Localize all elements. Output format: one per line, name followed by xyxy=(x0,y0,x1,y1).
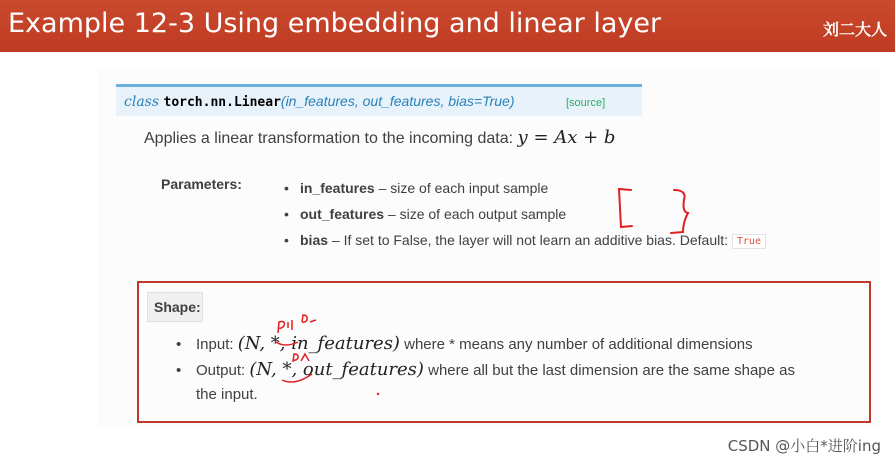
input-math: (N, *, in_features) xyxy=(237,333,400,354)
shape-output-wrap: the input. xyxy=(196,386,258,403)
parameters-label: Parameters: xyxy=(161,176,242,192)
default-true-code: True xyxy=(732,234,766,249)
param-name: bias xyxy=(300,232,329,248)
slide-title: Example 12-3 Using embedding and linear layer xyxy=(8,8,662,39)
class-signature xyxy=(116,84,642,116)
shape-output-line xyxy=(176,359,795,380)
output-label: Output: xyxy=(196,362,250,379)
class-keyword: class xyxy=(124,94,160,110)
bullet: • xyxy=(284,232,289,248)
class-name: torch.nn.Linear xyxy=(163,95,281,110)
input-rest: where * means any number of additional dimensions xyxy=(399,336,753,353)
output-math: (N, *, out_features) xyxy=(249,359,424,380)
bullet: • xyxy=(284,206,289,222)
input-label: Input: xyxy=(196,336,238,353)
output-rest: where all but the last dimension are the same shape as xyxy=(423,362,795,379)
param-desc: – size of each output sample xyxy=(384,206,567,222)
shape-input-line xyxy=(176,333,753,354)
source-link[interactable]: [source] xyxy=(566,97,606,109)
bullet: • xyxy=(176,336,182,353)
param-name: in_features xyxy=(300,180,375,196)
shape-header: Shape: xyxy=(147,292,203,322)
description xyxy=(144,127,615,148)
param-item-in-features xyxy=(284,180,548,196)
param-desc: – size of each input sample xyxy=(374,180,549,196)
slide-title-bar xyxy=(0,0,895,52)
description-formula: y = Ax + b xyxy=(517,127,616,148)
param-item-out-features xyxy=(284,206,566,222)
slide-author: 刘二大人 xyxy=(822,20,887,39)
bullet: • xyxy=(284,180,289,196)
param-item-bias xyxy=(284,232,766,249)
bullet: • xyxy=(176,362,182,379)
param-desc: – If set to False, the layer will not learn an additive bias. Default: xyxy=(328,232,732,248)
class-params: (in_features, out_features, bias=True) xyxy=(280,93,515,109)
watermark: CSDN @小白*进阶ing xyxy=(727,437,881,455)
description-text: Applies a linear transformation to the incoming data: xyxy=(144,130,514,147)
param-name: out_features xyxy=(300,206,385,222)
